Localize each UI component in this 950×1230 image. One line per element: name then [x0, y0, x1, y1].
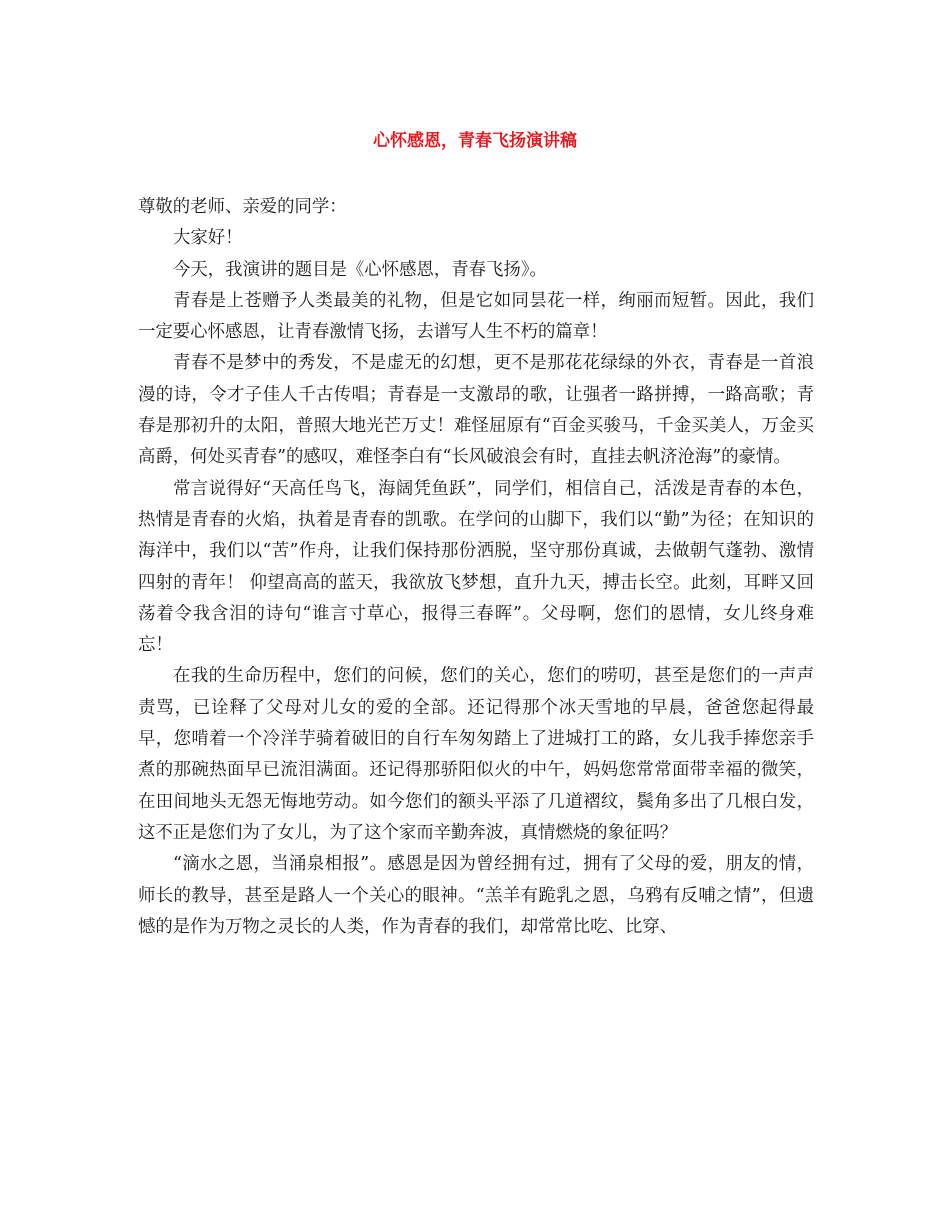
greeting: 大家好！: [173, 228, 243, 249]
intro-paragraph: 今天，我演讲的题目是《心怀感恩，青春飞扬》。: [173, 259, 547, 280]
paragraph: 在我的生命历程中，您们的问候，您们的关心，您们的唠叨，甚至是您们的一声声责骂，已诠释了父母对儿女的爱的全部。还记得那个冰天雪地的早晨，爸爸您起得最早，您啃着一个冷洋芋骑着破旧的自行车匆匆踏上了进城打工的路，女儿我手捧您亲手煮的那碗热面早已流泪满面。还记得那骄阳似火的中午，妈妈您常常面带幸福的微笑，在田间地头无怨无悔地劳动。如今您们的额头平添了几道褶纹，鬓角多出了几根白发，这不正是您们为了女儿，为了这个家而辛勤奔波，真情燃烧的象征吗？: [138, 666, 814, 843]
paragraph: “滴水之恩，当涌泉相报”。感恩是因为曾经拥有过，拥有了父母的爱，朋友的情，师长的教导，甚至是路人一个关心的眼神。“羔羊有跪乳之恩，乌鸦有反哺之情”，但遗憾的是作为万物之灵长的人类，作为青春的我们，却常常比吃、比穿、: [138, 854, 814, 937]
paragraph: 常言说得好“天高任鸟飞，海阔凭鱼跃”，同学们，相信自己，活泼是青春的本色，热情是青春的火焰，执着是青春的凯歌。在学问的山脚下，我们以“勤”为径；在知识的海洋中，我们以“苦”作舟，让我们保持那份洒脱，坚守那份真诚，去做朝气蓬勃、激情四射的青年！ 仰望高高的蓝天，我欲放飞梦想，直升九天，搏击长空。此刻，耳畔又回荡着令我含泪的诗句“谁言寸草心，报得三春晖”。父母啊，您们的恩情，女儿终身难忘！: [138, 478, 814, 656]
document-title: 心怀感恩，青春飞扬演讲稿: [373, 131, 577, 151]
salutation: 尊敬的老师、亲爱的同学：: [138, 197, 347, 217]
paragraph: 青春不是梦中的秀发，不是虚无的幻想，更不是那花花绿绿的外衣，青春是一首浪漫的诗，令才子佳人千古传唱；青春是一支激昂的歌，让强者一路拼搏，一路高歌；青春是那初升的太阳，普照大地光芒万丈！难怪屈原有“百金买骏马，千金买美人，万金买高爵，何处买青春”的感叹，难怪李白有“长风破浪会有时，直挂去帆济沧海”的豪情。: [138, 353, 814, 468]
document-body: [138, 192, 814, 943]
paragraph: 青春是上苍赠予人类最美的礼物，但是它如同昙花一样，绚丽而短暂。因此，我们一定要心怀感恩，让青春激情飞扬，去谱写人生不朽的篇章！: [138, 290, 814, 343]
